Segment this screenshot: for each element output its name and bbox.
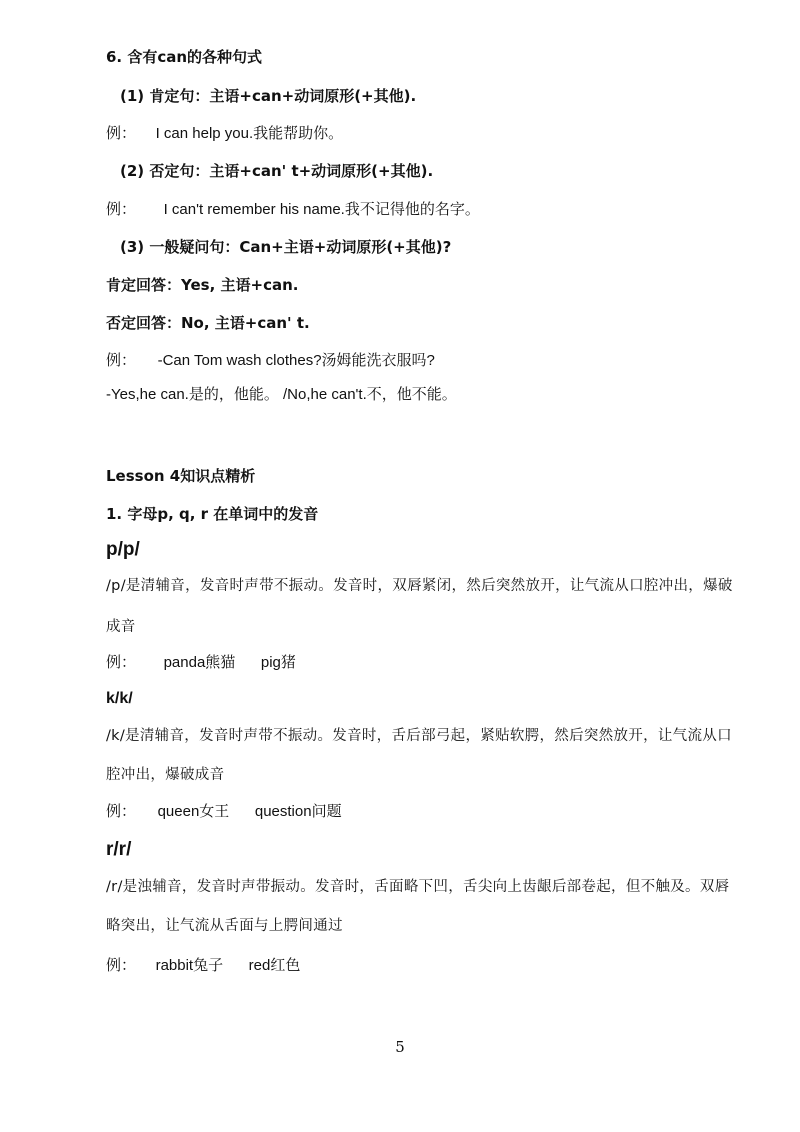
phonetic-symbol-p: p/p/ xyxy=(106,539,140,560)
phonetic-example-p xyxy=(106,652,740,673)
phonetic-desc-r-line1: /r/是浊辅音，发音时声带振动。发音时，舌面略下凹，舌尖向上齿龈后部卷起，但不触及。双唇 xyxy=(106,879,730,895)
example-label: 例： xyxy=(106,653,137,671)
example-text: I can't remember his name.我不记得他的名字。 xyxy=(163,201,480,218)
phonetic-symbol-r: r/r/ xyxy=(106,839,132,860)
example-word: panda熊猫 xyxy=(163,654,236,671)
positive-answer: 肯定回答：Yes, 主语+can. xyxy=(106,276,299,294)
negative-example xyxy=(106,199,740,220)
example-word: question问题 xyxy=(254,803,342,820)
example-label: 例： xyxy=(106,351,137,369)
lesson-subheading: 1. 字母p, q, r 在单词中的发音 xyxy=(106,505,319,523)
affirmative-example xyxy=(106,123,740,144)
example-text: I can help you.我能帮助你。 xyxy=(155,125,344,142)
question-rule: (3) 一般疑问句：Can+主语+动词原形(+其他)? xyxy=(120,238,452,256)
negative-rule: (2) 否定句：主语+can' t+动词原形(+其他). xyxy=(120,162,434,180)
phonetic-symbol-k: k/k/ xyxy=(106,690,133,707)
example-text: -Can Tom wash clothes?汤姆能洗衣服吗? xyxy=(157,352,435,369)
phonetic-example-k xyxy=(106,801,740,822)
example-label: 例： xyxy=(106,200,137,218)
example-word: red红色 xyxy=(248,957,301,974)
phonetic-desc-p-line2: 成音 xyxy=(106,619,136,635)
example-word: rabbit兔子 xyxy=(155,957,224,974)
example-label: 例： xyxy=(106,956,137,974)
affirmative-rule: (1) 肯定句：主语+can+动词原形(+其他). xyxy=(120,87,417,105)
phonetic-desc-p-line1: /p/是清辅音，发音时声带不振动。发音时，双唇紧闭，然后突然放开，让气流从口腔冲出，爆破 xyxy=(106,578,733,594)
lesson-heading: Lesson 4知识点精析 xyxy=(106,467,256,485)
question-reply: -Yes,he can.是的，他能。 /No,he can't.不，他不能。 xyxy=(106,386,457,403)
page-number: 5 xyxy=(395,1038,405,1056)
phonetic-example-r xyxy=(106,955,740,976)
negative-answer: 否定回答：No, 主语+can' t. xyxy=(106,314,310,332)
phonetic-desc-r-line2: 略突出，让气流从舌面与上腭间通过 xyxy=(106,918,343,934)
phonetic-desc-k-line1: /k/是清辅音，发音时声带不振动。发音时，舌后部弓起，紧贴软腭，然后突然放开，让气流从口 xyxy=(106,728,732,744)
question-example xyxy=(106,350,740,371)
example-word: queen女王 xyxy=(157,803,230,820)
section-heading-can-sentences: 6. 含有can的各种句式 xyxy=(106,48,263,66)
example-label: 例： xyxy=(106,802,137,820)
phonetic-desc-k-line2: 腔冲出，爆破成音 xyxy=(106,767,225,783)
example-label: 例： xyxy=(106,124,137,142)
example-word: pig猪 xyxy=(260,654,296,671)
